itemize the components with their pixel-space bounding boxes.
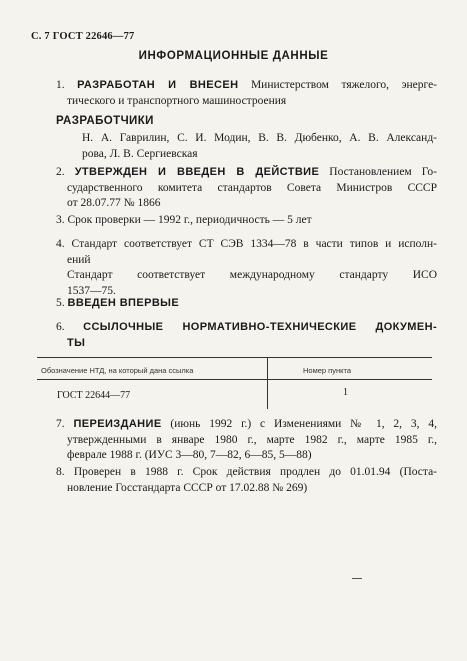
item-7 <box>56 417 437 464</box>
item-5 <box>56 296 437 312</box>
table-header-rule <box>37 379 432 380</box>
item-7-line-3: феврале 1988 г. (ИУС 3—80, 7—82, 6—85, 5—88) <box>67 449 312 461</box>
developers-line-1: Н. А. Гаврилин, С. И. Модин, В. В. Дюбенко, А. В. Александ- <box>82 132 437 144</box>
table-cell-clause: 1 <box>343 387 348 398</box>
item-4-num: 4. <box>56 238 65 250</box>
item-2 <box>56 165 437 212</box>
item-3-num: 3. <box>56 214 65 226</box>
item-1 <box>56 78 437 109</box>
item-7-caps: ПЕРЕИЗДАНИЕ <box>73 418 162 430</box>
item-2-line-1: Постановлением Го- <box>329 166 437 178</box>
item-6 <box>56 320 437 351</box>
item-7-line-2: утвержденными в январе 1980 г., марте 1982 г., марте 1985 г., <box>67 433 437 446</box>
item-4-line-2: ений <box>67 253 91 266</box>
end-mark-dash <box>352 578 362 579</box>
item-3-text: Срок проверки — 1992 г., периодичность — 5 лет <box>67 214 312 226</box>
item-4-line-4: 1537—75. <box>67 284 116 297</box>
item-8 <box>56 465 437 496</box>
item-8-line-1: Проверен в 1988 г. Срок действия продлен до 01.01.94 (Поста- <box>73 466 438 478</box>
item-2-caps: УТВЕРЖДЕН И ВВЕДЕН В ДЕЙСТВИЕ <box>74 166 320 178</box>
item-1-line-1: Министерством тяжелого, энерге- <box>250 79 438 91</box>
reference-table <box>37 357 432 409</box>
item-4 <box>56 237 437 299</box>
table-cell-ntd: ГОСТ 22644—77 <box>57 390 131 401</box>
page-title: ИНФОРМАЦИОННЫЕ ДАННЫЕ <box>138 50 329 62</box>
table-top-rule <box>37 357 432 358</box>
item-1-line-2: тического и транспортного машиностроения <box>67 94 287 107</box>
developers-list <box>82 131 437 162</box>
item-5-caps: ВВЕДЕН ВПЕРВЫЕ <box>67 297 180 309</box>
item-2-line-3: от 28.07.77 № 1866 <box>67 197 161 209</box>
item-7-num: 7. <box>56 418 65 430</box>
item-1-num: 1. <box>56 79 65 91</box>
item-7-line-1: (июнь 1992 г.) с Изменениями № 1, 2, 3, 4, <box>170 418 437 430</box>
table-header-ntd: Обозначение НТД, на который дана ссылка <box>41 366 194 375</box>
table-column-divider <box>267 357 268 409</box>
item-2-line-2: сударственного комитета стандартов Совета Министров СССР <box>67 181 437 194</box>
item-8-num: 8. <box>56 466 65 478</box>
page-header: С. 7 ГОСТ 22646—77 <box>31 31 135 42</box>
developers-title: РАЗРАБОТЧИКИ <box>56 115 154 127</box>
item-4-line-1: Стандарт соответствует СТ СЭВ 1334—78 в части типов и исполн- <box>71 238 437 250</box>
item-2-num: 2. <box>56 166 65 178</box>
item-6-caps-2: ТЫ <box>67 336 86 349</box>
item-8-line-2: новление Госстандарта СССР от 17.02.88 № 269) <box>67 481 308 494</box>
item-1-caps: РАЗРАБОТАН И ВНЕСЕН <box>77 79 239 91</box>
item-3 <box>56 213 437 229</box>
table-header-clause: Номер пункта <box>303 366 352 375</box>
item-6-caps-1: ССЫЛОЧНЫЕ НОРМАТИВНО-ТЕХНИЧЕСКИЕ ДОКУМЕН- <box>83 321 438 333</box>
item-6-num: 6. <box>56 321 65 333</box>
developers-line-2: рова, Л. В. Сергиевская <box>82 147 198 160</box>
item-4-line-3: Стандарт соответствует международному стандарту ИСО <box>67 269 437 281</box>
item-5-num: 5. <box>56 297 65 309</box>
